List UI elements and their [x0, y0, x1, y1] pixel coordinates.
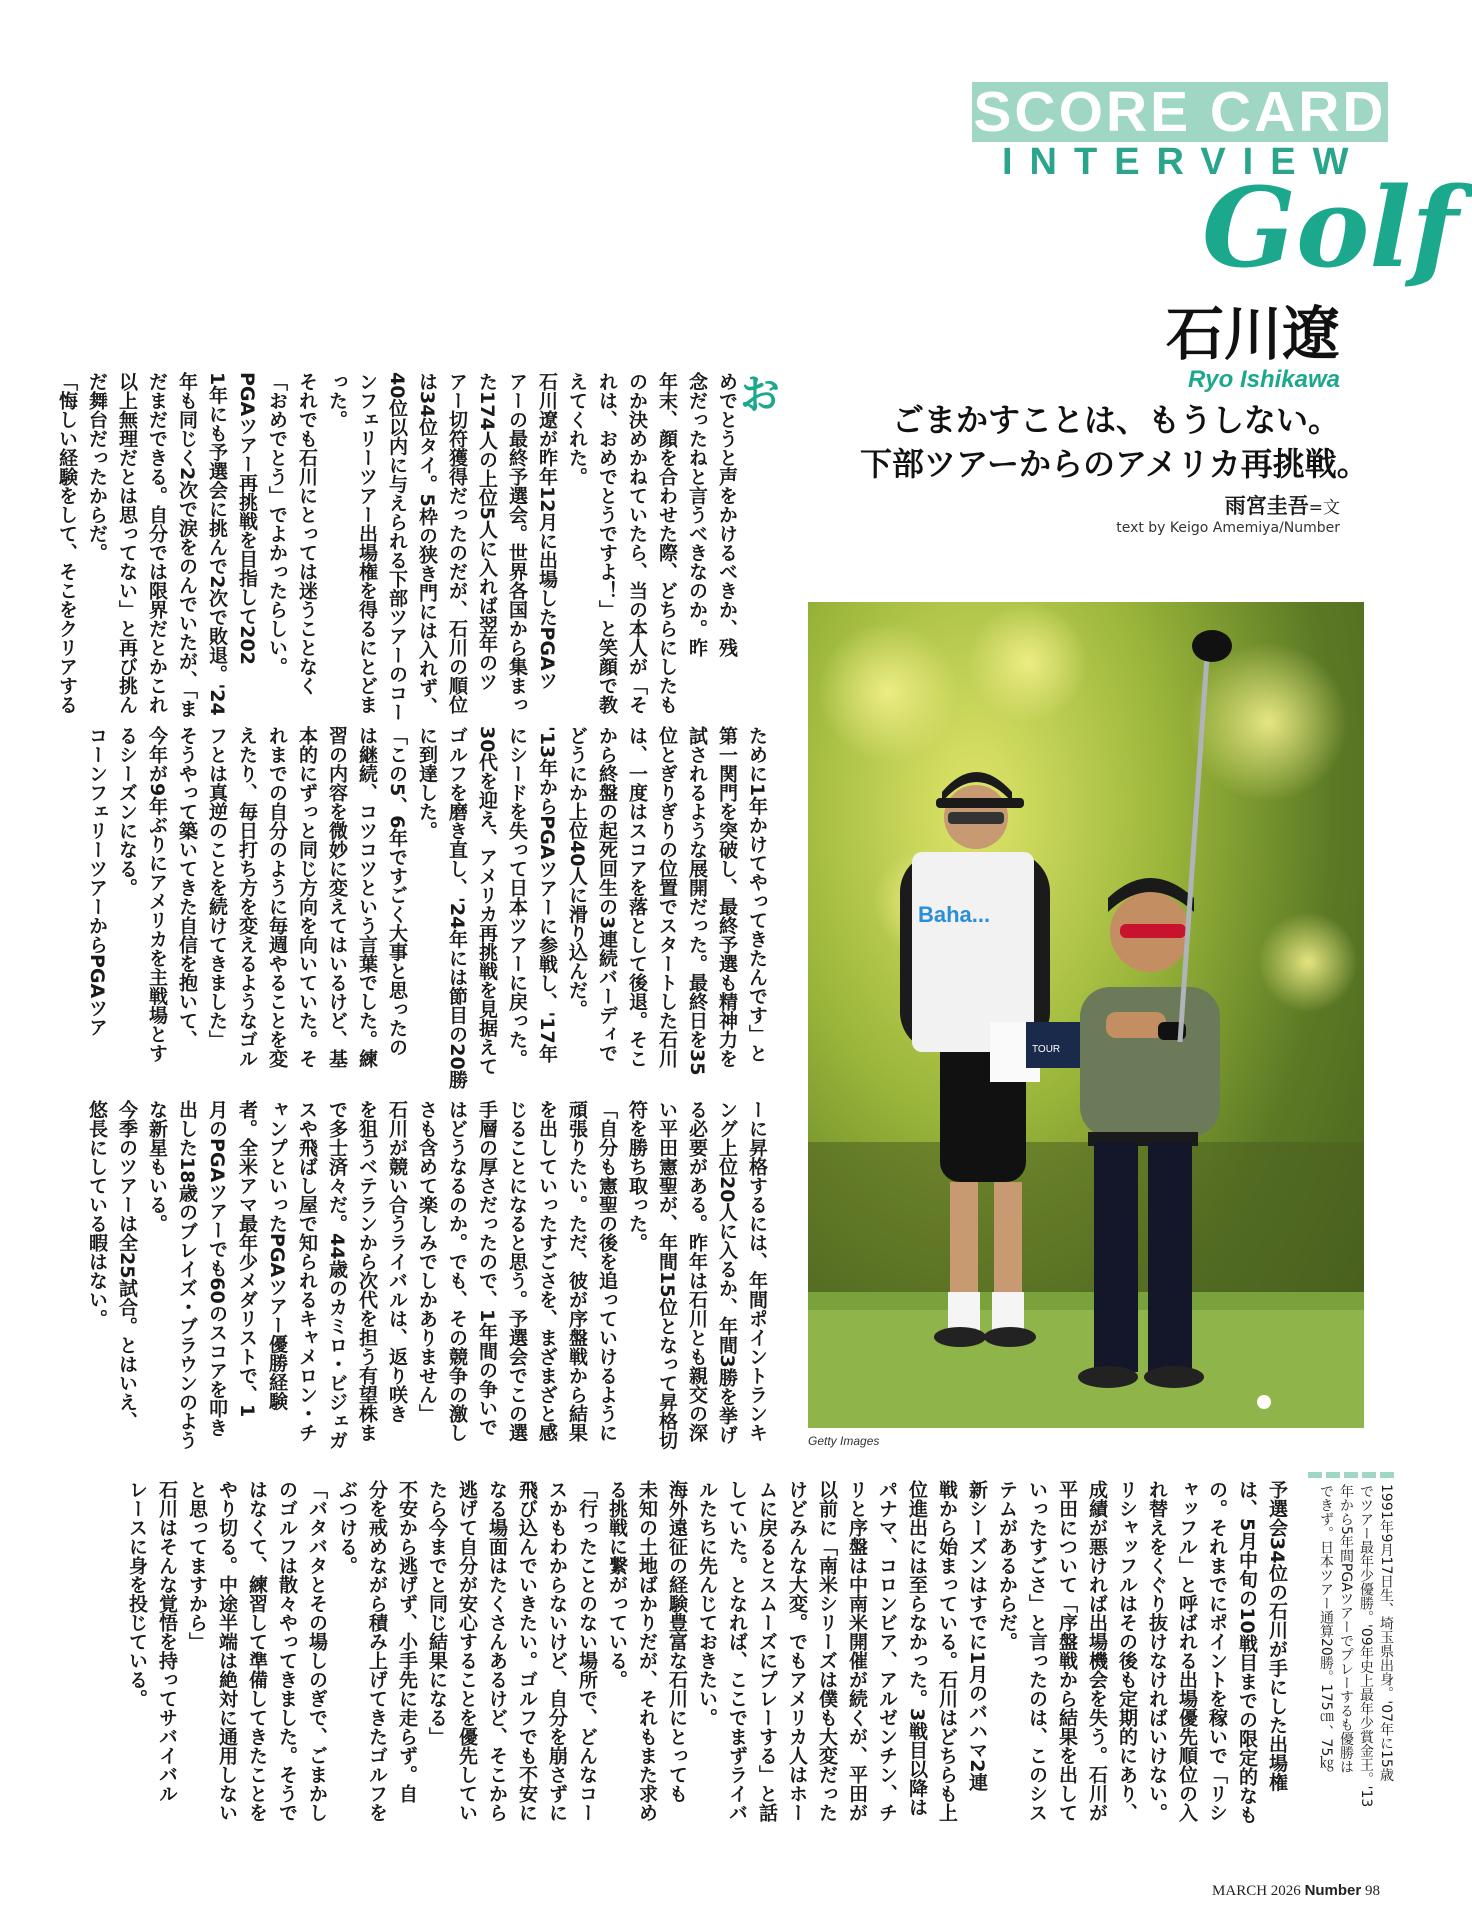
- text-line: 逃げて自分が安心することを優先してい: [456, 1480, 478, 1822]
- text-line: けどみんな大変。でもアメリカ人はホー: [786, 1480, 808, 1822]
- text-line: 「悔しい経験をして、そこをクリアする: [56, 372, 78, 714]
- text-line: めでとうと声をかけるべきか、残: [716, 372, 738, 657]
- text-line: 40位以内に与えられる下部ツアーのコー: [386, 372, 408, 722]
- text-line: 戦から始まっている。石川はどちらも上: [936, 1480, 958, 1822]
- text-line: 30代を迎え、アメリカ再挑戦を見据えて: [476, 726, 498, 1076]
- text-line: の。それまでにポイントを稼いで「リシ: [1206, 1480, 1228, 1822]
- text-line: ぶつける。: [336, 1480, 358, 1575]
- text-line: 位進出には至らなかった。3戦目以降は: [906, 1480, 928, 1817]
- text-line: 位とぎりぎりの位置でスタートした石川: [656, 726, 678, 1068]
- article-column-bottom: [92, 1480, 1292, 1830]
- text-line: 年から5年間PGAツアーでプレーするも優勝は: [1338, 1484, 1354, 1774]
- text-line: は、5月中旬の10戦目までの限定的なも: [1236, 1480, 1258, 1824]
- text-line: 不安から逃げず、小手先に走らず。自: [396, 1480, 418, 1803]
- text-line: 石川が競い合うライバルは、返り咲き: [386, 1100, 408, 1423]
- text-line: 試されるような展開だった。最終日を35: [686, 726, 708, 1076]
- score-card-banner: SCORE CARD: [973, 80, 1387, 144]
- text-line: 「おめでとう」でよかったらしい。: [266, 372, 288, 676]
- text-line: に到達した。: [416, 726, 438, 840]
- text-line: ゴルフを磨き直し、'24年には節目の20勝: [446, 726, 468, 1089]
- text-line: いったすごさ」と言ったのは、このシス: [1026, 1480, 1048, 1822]
- profile-text: [1308, 1484, 1396, 1808]
- text-line: れ替えをくぐり抜けなければいけない。: [1146, 1480, 1168, 1822]
- text-line: 石川はそんな覚悟を持ってサバイバル: [156, 1480, 178, 1803]
- text-line: なる場面はたくさんあるけど、そこから: [486, 1480, 508, 1822]
- text-line: PGAツアー再挑戦を目指して202: [236, 372, 258, 665]
- text-line: テムがあるからだ。: [996, 1480, 1018, 1651]
- article-photo: [808, 602, 1364, 1428]
- text-line: を狙うベテランから次代を担う有望株ま: [356, 1100, 378, 1442]
- headline-line-1: ごまかすことは、もうしない。: [891, 401, 1340, 439]
- text-line: 今季のツアーは全25試合。とはいえ、: [116, 1100, 138, 1431]
- text-line: していた。となれば、ここでまずライバ: [726, 1480, 748, 1822]
- text-line: 年末、顔を合わせた際、どちらにしたも: [656, 372, 678, 714]
- text-line: えてくれた。: [566, 372, 588, 486]
- text-line: やり切る。中途半端は絶対に通用しない: [216, 1480, 238, 1822]
- text-line: 年も同じく2次で涙をのんでいたが、「ま: [176, 372, 198, 718]
- text-line: アー切符獲得だったのだが、石川の順位: [446, 372, 468, 714]
- text-line: 「バタバタとその場しのぎで、ごまかし: [306, 1480, 328, 1822]
- page-folio: [1180, 1882, 1380, 1900]
- profile-box: [1308, 1478, 1396, 1808]
- text-line: 頑張りたい。ただ、彼が序盤戦から結果: [566, 1100, 588, 1442]
- article-column-middle: [86, 1100, 772, 1450]
- text-line: '13年からPGAツアーに参戦し、'17年: [536, 726, 558, 1063]
- text-line: どうにか上位40人に滑り込んだ。: [566, 726, 588, 1019]
- text-line: 本的にずっと同じ方向を向いていた。そ: [296, 726, 318, 1068]
- text-line: そうやって築いてきた自信を抱いて、: [176, 726, 198, 1049]
- text-line: た174人の上位5人に入れば翌年のツ: [476, 372, 498, 691]
- text-line: えたり、毎日打ち方を変えるようなゴル: [236, 726, 258, 1068]
- text-line: 符を勝ち取った。: [626, 1100, 648, 1252]
- text-line: 出した18歳のブレイズ・ブラウンのよう: [176, 1100, 198, 1450]
- text-line: 飛び込んでいきたい。ゴルフでも不安に: [516, 1480, 538, 1822]
- text-line: 平田について「序盤戦から結果を出して: [1056, 1480, 1078, 1822]
- text-line: できず。日本ツアー通算20勝。175㎝、75㎏: [1318, 1484, 1334, 1771]
- text-line: だまだできる。自分では限界だとかこれ: [146, 372, 168, 714]
- text-line: った。: [326, 372, 348, 429]
- folio-page: 98: [1365, 1883, 1380, 1899]
- text-line: さも含めて楽しみでしかありません」: [416, 1100, 438, 1423]
- text-line: 石川遼が昨年12月に出場したPGAツ: [536, 372, 558, 690]
- text-line: ング上位20人に入るか、年間3勝を挙げ: [716, 1100, 738, 1444]
- svg-text:Baha...: Baha...: [918, 902, 991, 927]
- text-line: 未知の土地ばかりだが、それもまた求め: [636, 1480, 658, 1822]
- text-line: れは、おめでとうですよ！」と笑顔で教: [596, 372, 618, 714]
- text-line: な新星もいる。: [146, 1100, 168, 1233]
- player-name-jp: 石川遼: [1165, 300, 1340, 368]
- text-line: だ舞台だったからだ。: [86, 372, 108, 562]
- text-line: 「行ったことのない場所で、どんなコー: [576, 1480, 598, 1822]
- text-line: 習の内容を微妙に変えてはいるけど、基: [326, 726, 348, 1068]
- text-line: ャンプといったPGAツアー優勝経験: [266, 1100, 288, 1411]
- text-line: い平田憲聖が、年間15位となって昇格切: [656, 1100, 678, 1450]
- text-line: 成績が悪ければ出場機会を失う。石川が: [1086, 1480, 1108, 1822]
- photo-illustration: [808, 602, 1364, 1428]
- text-line: 分を戒めながら積み上げてきたゴルフを: [366, 1480, 388, 1822]
- text-line: 以前に「南米シリーズは僕も大変だった: [816, 1480, 838, 1822]
- byline-english: text by Keigo Amemiya/Number: [1116, 520, 1340, 536]
- text-line: れまでの自分のように毎週やることを変: [266, 726, 288, 1068]
- text-line: ために1年かけてやってきたんです」と: [746, 726, 768, 1063]
- text-line: 手層の厚さだったので、1年間の争いで: [476, 1100, 498, 1437]
- text-line: でツアー最年少優勝。'09年史上最年少賞金王。'13: [1358, 1484, 1374, 1808]
- text-line: 以上無理だとは思ってない」と再び挑ん: [116, 372, 138, 714]
- text-line: はどうなるのか。でも、その競争の激し: [446, 1100, 468, 1442]
- text-line: 者。全米アマ最年少メダリストで、1: [236, 1100, 258, 1418]
- text-line: は継続、コツコツという言葉でした。練: [356, 726, 378, 1068]
- text-line: それでも石川にとっては迷うことなく: [296, 372, 318, 695]
- text-line: にシードを失って日本ツアーに戻った。: [506, 726, 528, 1068]
- text-line: はなくて、練習して準備してきたことを: [246, 1480, 268, 1822]
- category-logo-golf: Golf: [1202, 163, 1459, 292]
- text-line: 悠長にしている暇はない。: [86, 1100, 108, 1328]
- text-line: スや飛ばし屋で知られるキャメロン・チ: [296, 1100, 318, 1442]
- text-line: 1991年9月17日生、埼玉県出身。'07年に15歳: [1378, 1484, 1394, 1782]
- text-line: 予選会34位の石川が手にした出場権: [1266, 1480, 1288, 1792]
- text-line: アーの最終予選会。世界各国から集まっ: [506, 372, 528, 714]
- text-line: レースに身を投じている。: [126, 1480, 148, 1708]
- text-line: で多士済々だ。44歳のカミロ・ビジェガ: [326, 1100, 348, 1450]
- text-line: 念だったねと言うべきなのか。昨: [686, 372, 708, 657]
- headline: [860, 398, 1369, 486]
- player-name-en: Ryo Ishikawa: [1187, 366, 1340, 393]
- text-line: ムに戻るとスムーズにプレーする」と話: [756, 1480, 778, 1822]
- text-line: を出していったすごさを、まざまざと感: [536, 1100, 558, 1442]
- text-line: 海外遠征の経験豊富な石川にとっても: [666, 1480, 688, 1803]
- text-line: るシーズンになる。: [116, 726, 138, 897]
- text-line: ンフェリーツアー出場権を得るにとどま: [356, 372, 378, 714]
- tour-cap-text: TOUR: [1032, 1044, 1061, 1055]
- text-line: ャッフル」と呼ばれる出場優先順位の入: [1176, 1480, 1198, 1822]
- text-line: たら今までと同じ結果になる」: [426, 1480, 448, 1746]
- text-line: 今年が9年ぶりにアメリカを主戦場とす: [146, 726, 168, 1063]
- byline-name: 雨宮圭吾: [1224, 494, 1309, 518]
- text-line: ーに昇格するには、年間ポイントランキ: [746, 1100, 768, 1442]
- text-line: と思ってますから」: [186, 1480, 208, 1651]
- text-line: 1年にも予選会に挑んで2次で敗退。'24: [206, 372, 228, 716]
- text-line: 第一関門を突破し、最終予選も精神力を: [716, 726, 738, 1068]
- text-line: のか決めかねていたら、当の本人が「そ: [626, 372, 648, 714]
- text-line: リと序盤は中南米開催が続くが、平田が: [846, 1480, 868, 1822]
- text-line: パナマ、コロンビア、アルゼンチン、チ: [876, 1480, 898, 1822]
- article-column-top-2: [86, 726, 772, 1089]
- text-line: る挑戦に繋がっている。: [606, 1480, 628, 1689]
- folio-magazine: Number: [1304, 1882, 1362, 1899]
- text-line: フとは真逆のことを続けてきました」: [206, 726, 228, 1049]
- folio-month: MARCH 2026: [1212, 1883, 1301, 1899]
- text-line: スかもわからないけど、自分を崩さずに: [546, 1480, 568, 1822]
- byline-suffix: =文: [1308, 498, 1340, 518]
- article-column-top-1: [56, 372, 782, 722]
- text-line: じることになると思う。予選会でこの選: [506, 1100, 528, 1442]
- text-line: コーンフェリーツアーからPGAツア: [86, 726, 108, 1037]
- text-line: 「自分も憲聖の後を追っていけるように: [596, 1100, 618, 1442]
- photo-credit: Getty Images: [808, 1434, 880, 1448]
- text-line: お: [733, 372, 782, 414]
- text-line: から終盤の起死回生の3連続バーディで: [596, 726, 618, 1063]
- text-line: る必要がある。昨年は石川とも親交の深: [686, 1100, 708, 1442]
- text-line: リシャッフルはその後も定期的にあり、: [1116, 1480, 1138, 1822]
- text-line: 新シーズンはすでに1月のバハマ2連: [966, 1480, 988, 1792]
- interview-label: INTERVIEW: [1002, 141, 1366, 183]
- text-line: 月のPGAツアーでも60のスコアを叩き: [206, 1100, 228, 1437]
- text-line: は34位タイ。5枠の狭き門には入れず、: [416, 372, 438, 716]
- headline-line-2: 下部ツアーからのアメリカ再挑戦。: [860, 445, 1369, 483]
- text-line: のゴルフは散々やってきました。そうで: [276, 1480, 298, 1822]
- text-line: 「この5、6年ですごく大事と思ったの: [386, 726, 408, 1057]
- text-line: は、一度はスコアを落として後退。そこ: [626, 726, 648, 1068]
- text-line: ルたちに先んじておきたい。: [696, 1480, 718, 1727]
